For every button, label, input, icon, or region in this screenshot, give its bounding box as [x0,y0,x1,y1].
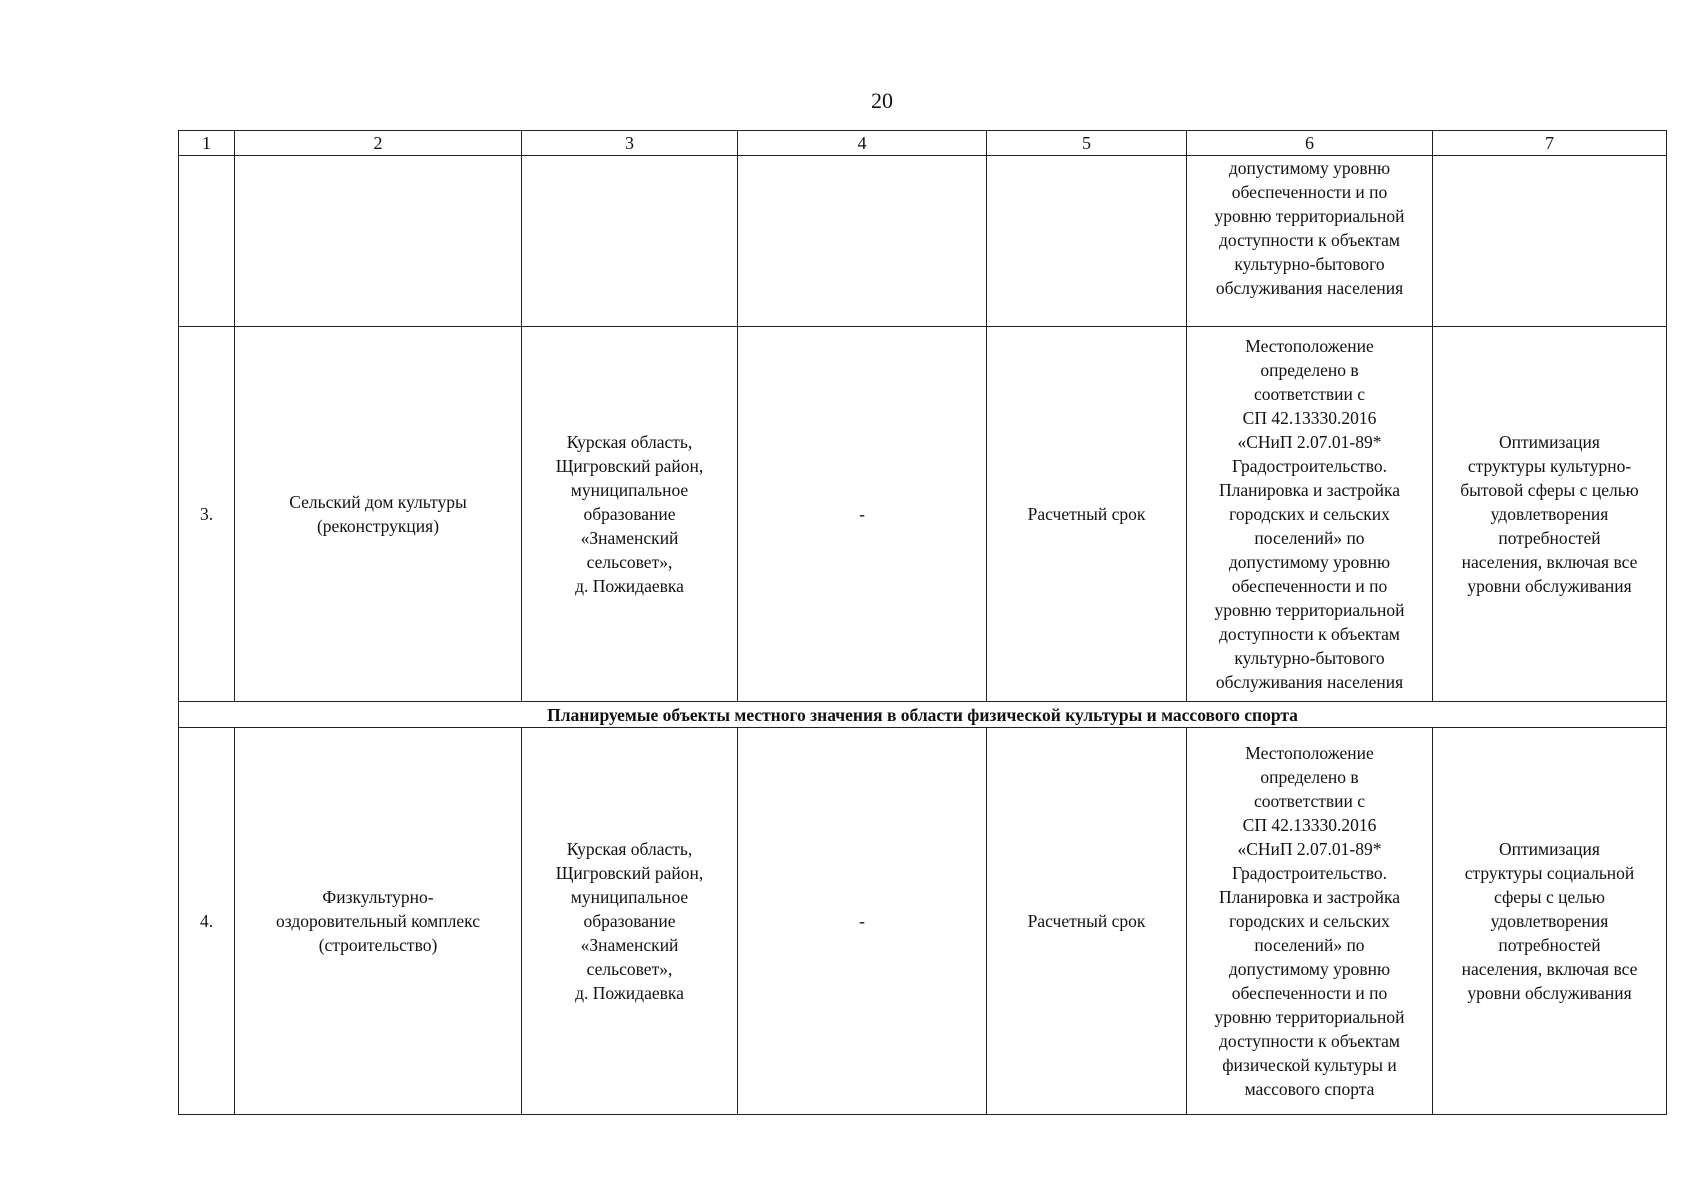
location-cell [522,327,738,702]
table-cell [1433,156,1667,327]
location-text: Курская область, Щигровский район, муниципальное образование «Знаменский сельсовет», д. Пожидаевка [555,839,704,1003]
table-row [179,327,1667,702]
column-number-row [179,131,1667,156]
term-cell: Расчетный срок [987,327,1187,702]
basis-text: Местоположение определено в соответствии с СП 42.13330.2016 «СНиП 2.07.01-89* Градостроительство. Планировка и застройка городских и сельских поселений» по допустимому уровню обеспеченности и по уровню территориальной доступности к объектам культурно-бытового обслуживания населения [1214,336,1405,692]
section-heading: Планируемые объекты местного значения в области физической культуры и массового спорта [179,702,1667,728]
column-number: 1 [179,131,235,156]
row-number: 3. [179,327,235,702]
table-cell [738,156,987,327]
purpose-text: Оптимизация структуры социальной сферы с целью удовлетворения потребностей населения, включая все уровни обслуживания [1461,839,1638,1003]
basis-cell [1187,327,1433,702]
purpose-cell [1433,327,1667,702]
column-number: 2 [235,131,522,156]
location-text: Курская область, Щигровский район, муниципальное образование «Знаменский сельсовет», д. Пожидаевка [555,432,704,596]
table-cell [179,156,235,327]
planned-objects-table [178,130,1667,1115]
object-name-cell [235,728,522,1115]
object-name: Сельский дом культуры (реконструкция) [289,492,467,536]
table-row [179,728,1667,1115]
column-number: 3 [522,131,738,156]
column-number: 6 [1187,131,1433,156]
section-heading-row [179,702,1667,728]
basis-cell [1187,156,1433,327]
table-cell [987,156,1187,327]
table-cell [522,156,738,327]
term-cell: Расчетный срок [987,728,1187,1115]
object-name: Физкультурно- оздоровительный комплекс (строительство) [276,887,480,955]
page-number: 20 [871,88,893,113]
purpose-cell [1433,728,1667,1115]
dash-cell: - [738,728,987,1115]
table-cell [235,156,522,327]
dash-cell: - [738,327,987,702]
object-name-cell [235,327,522,702]
column-number: 4 [738,131,987,156]
location-cell [522,728,738,1115]
column-number: 5 [987,131,1187,156]
continuation-row [179,156,1667,327]
basis-text: допустимому уровню обеспеченности и по уровню территориальной доступности к объектам культурно-бытового обслуживания населения [1214,158,1405,298]
purpose-text: Оптимизация структуры культурно- бытовой сферы с целью удовлетворения потребностей населения, включая все уровни обслуживания [1460,432,1639,596]
basis-text: Местоположение определено в соответствии с СП 42.13330.2016 «СНиП 2.07.01-89* Градостроительство. Планировка и застройка городских и сельских поселений» по допустимому уровню обеспеченности и по уровню территориальной доступности к объектам физической культуры и массового спорта [1214,743,1405,1099]
basis-cell [1187,728,1433,1115]
column-number: 7 [1433,131,1667,156]
row-number: 4. [179,728,235,1115]
